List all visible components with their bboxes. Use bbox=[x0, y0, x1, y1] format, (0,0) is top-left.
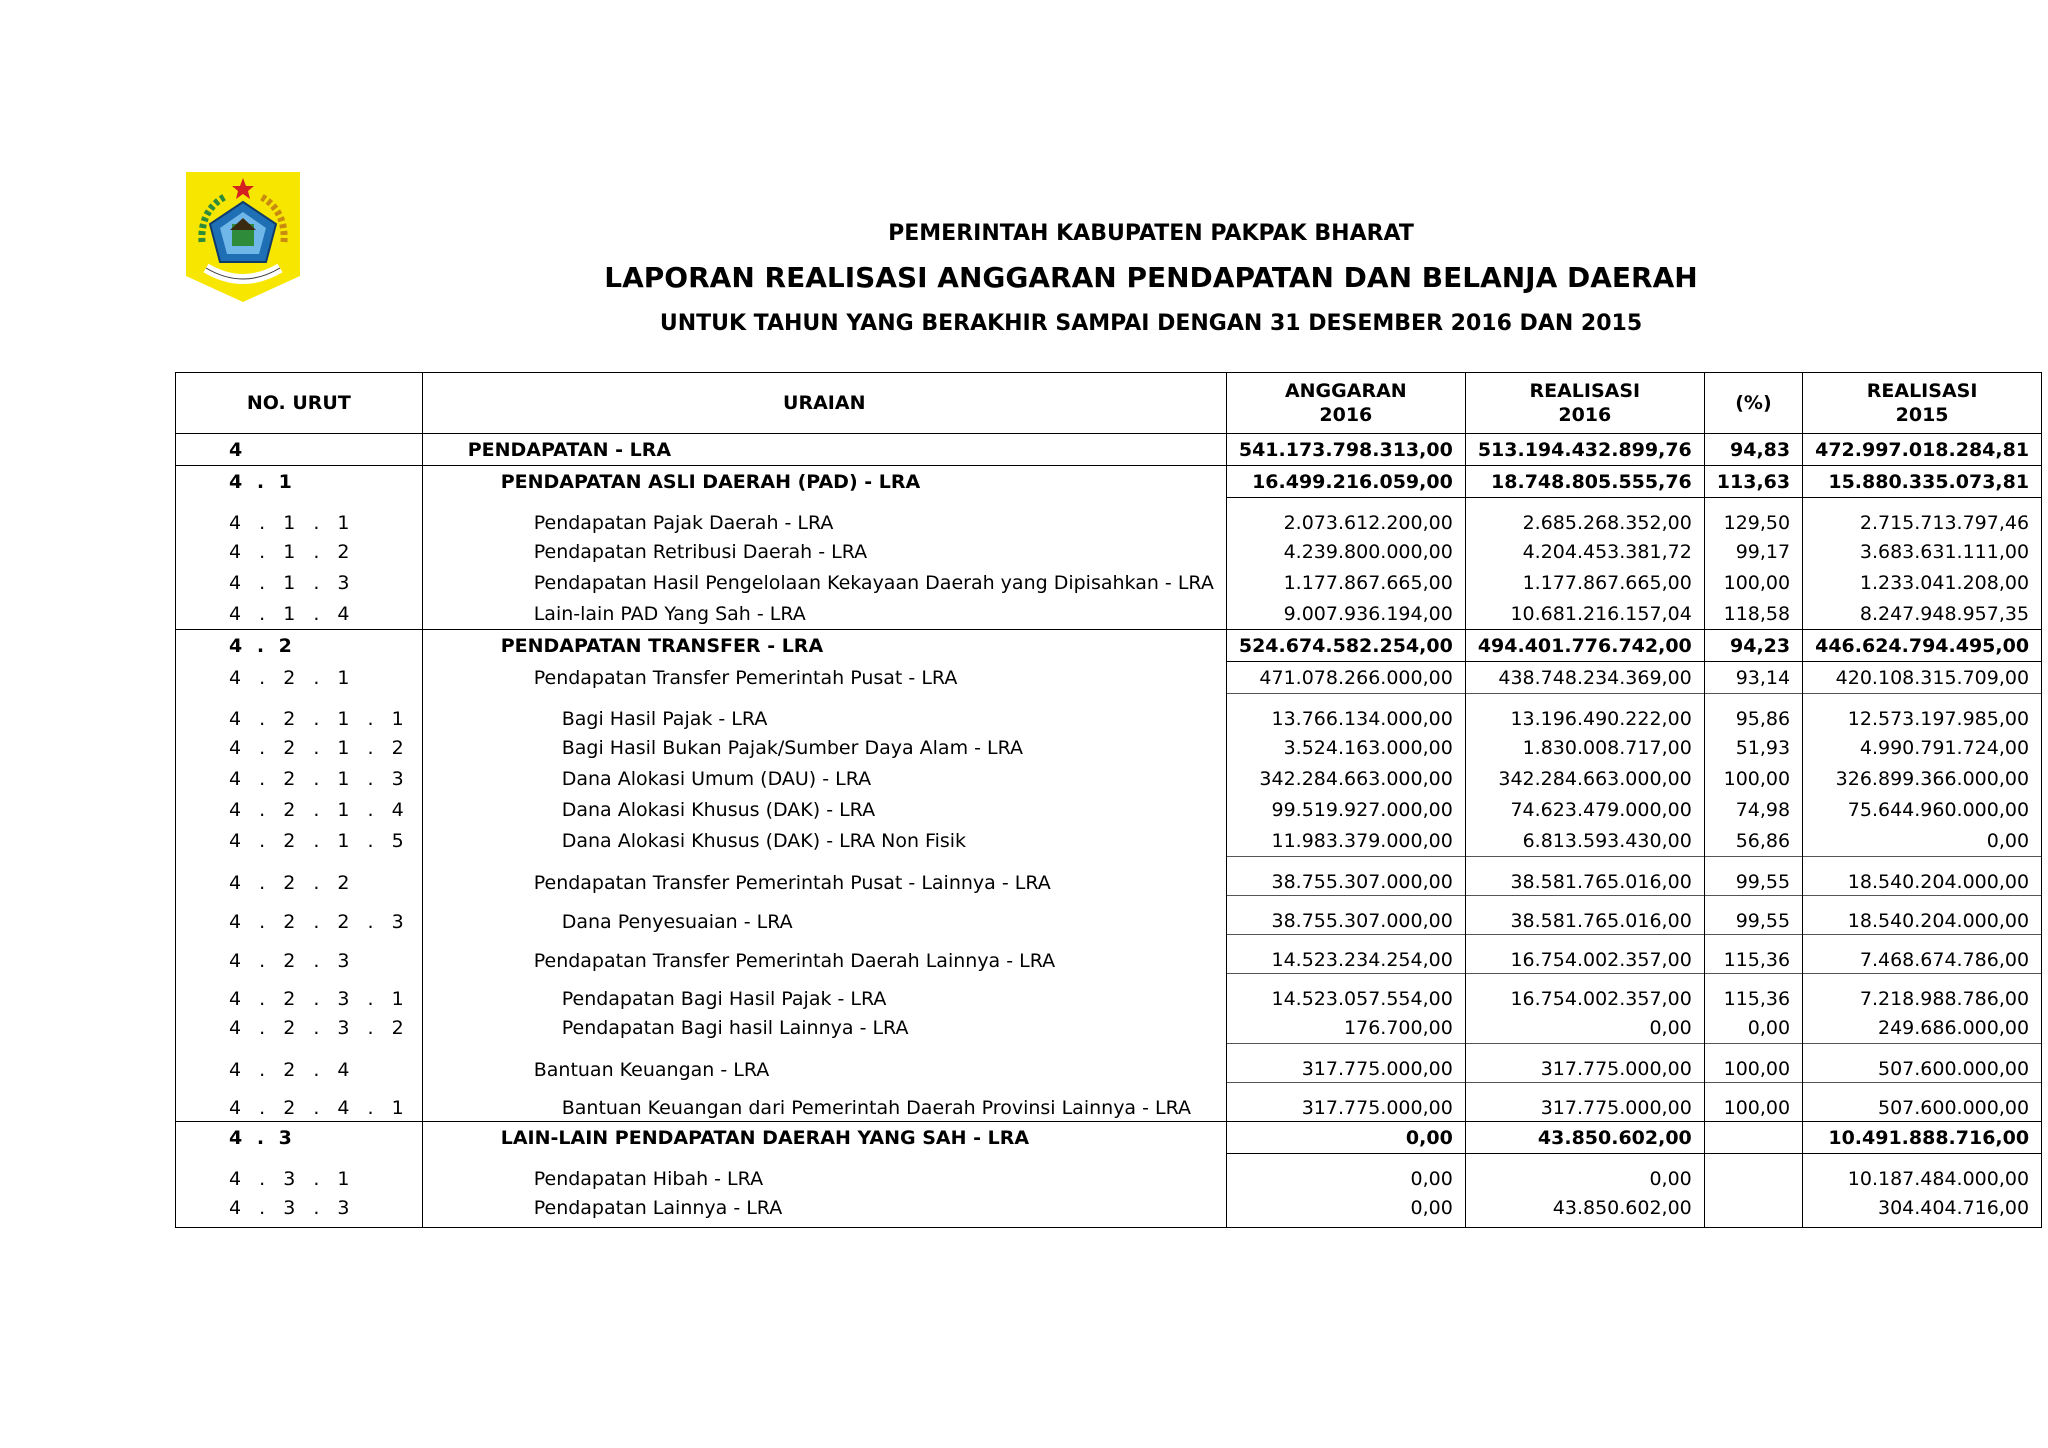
row-realization-2015: 420.108.315.709,00 bbox=[1803, 662, 2042, 694]
row-percent: 118,58 bbox=[1704, 598, 1802, 630]
row-number: 4 . 2 . 1 . 4 bbox=[176, 794, 423, 825]
table-row bbox=[176, 732, 2042, 763]
row-realization-2015: 249.686.000,00 bbox=[1803, 1012, 2042, 1044]
column-header-budget-2016: ANGGARAN 2016 bbox=[1226, 373, 1465, 434]
row-percent: 56,86 bbox=[1704, 825, 1802, 857]
table-row bbox=[176, 498, 2042, 537]
report-subtitle: UNTUK TAHUN YANG BERAKHIR SAMPAI DENGAN 31 DESEMBER 2016 DAN 2015 bbox=[659, 311, 1643, 336]
table-row bbox=[176, 857, 2042, 896]
row-realization-2015: 304.404.716,00 bbox=[1803, 1192, 2042, 1228]
row-number: 4 bbox=[176, 434, 423, 466]
row-number: 4 . 2 . 2 bbox=[176, 857, 423, 896]
report-title: LAPORAN REALISASI ANGGARAN PENDAPATAN DAN BELANJA DAERAH bbox=[604, 261, 1698, 294]
row-budget-2016: 14.523.057.554,00 bbox=[1226, 974, 1465, 1013]
row-realization-2016: 74.623.479.000,00 bbox=[1465, 794, 1704, 825]
row-budget-2016: 11.983.379.000,00 bbox=[1226, 825, 1465, 857]
row-budget-2016: 342.284.663.000,00 bbox=[1226, 763, 1465, 794]
row-budget-2016: 524.674.582.254,00 bbox=[1226, 630, 1465, 662]
budget-realization-table bbox=[175, 372, 2042, 1228]
row-realization-2015: 0,00 bbox=[1803, 825, 2042, 857]
row-realization-2016: 513.194.432.899,76 bbox=[1465, 434, 1704, 466]
row-number: 4 . 2 . 1 . 5 bbox=[176, 825, 423, 857]
row-realization-2016: 317.775.000,00 bbox=[1465, 1044, 1704, 1083]
row-number: 4 . 2 . 3 bbox=[176, 935, 423, 974]
row-description: PENDAPATAN - LRA bbox=[422, 434, 1226, 466]
row-percent: 100,00 bbox=[1704, 1044, 1802, 1083]
row-realization-2016: 0,00 bbox=[1465, 1012, 1704, 1044]
row-percent: 113,63 bbox=[1704, 466, 1802, 498]
row-description: Dana Alokasi Khusus (DAK) - LRA bbox=[422, 794, 1226, 825]
row-description: Dana Penyesuaian - LRA bbox=[422, 896, 1226, 935]
table-row bbox=[176, 825, 2042, 857]
row-realization-2016: 438.748.234.369,00 bbox=[1465, 662, 1704, 694]
row-percent bbox=[1704, 1122, 1802, 1154]
row-realization-2016: 38.581.765.016,00 bbox=[1465, 896, 1704, 935]
row-number: 4 . 3 . 1 bbox=[176, 1154, 423, 1193]
row-realization-2015: 10.491.888.716,00 bbox=[1803, 1122, 2042, 1154]
row-number: 4 . 2 . 4 bbox=[176, 1044, 423, 1083]
row-number: 4 . 1 bbox=[176, 466, 423, 498]
row-number: 4 . 2 . 1 . 2 bbox=[176, 732, 423, 763]
row-realization-2016: 4.204.453.381,72 bbox=[1465, 536, 1704, 567]
row-realization-2015: 446.624.794.495,00 bbox=[1803, 630, 2042, 662]
row-budget-2016: 3.524.163.000,00 bbox=[1226, 732, 1465, 763]
table-row bbox=[176, 466, 2042, 498]
row-budget-2016: 0,00 bbox=[1226, 1154, 1465, 1193]
row-description: Pendapatan Lainnya - LRA bbox=[422, 1192, 1226, 1228]
table-row bbox=[176, 662, 2042, 694]
row-realization-2016: 2.685.268.352,00 bbox=[1465, 498, 1704, 537]
row-description: LAIN-LAIN PENDAPATAN DAERAH YANG SAH - LRA bbox=[422, 1122, 1226, 1154]
row-percent bbox=[1704, 1192, 1802, 1228]
row-realization-2015: 507.600.000,00 bbox=[1803, 1083, 2042, 1122]
table-row bbox=[176, 1122, 2042, 1154]
row-percent: 100,00 bbox=[1704, 763, 1802, 794]
row-percent: 74,98 bbox=[1704, 794, 1802, 825]
column-header-no: NO. URUT bbox=[176, 373, 423, 434]
table-row bbox=[176, 794, 2042, 825]
row-realization-2015: 7.468.674.786,00 bbox=[1803, 935, 2042, 974]
row-realization-2016: 1.177.867.665,00 bbox=[1465, 567, 1704, 598]
row-number: 4 . 2 . 3 . 2 bbox=[176, 1012, 423, 1044]
row-realization-2016: 494.401.776.742,00 bbox=[1465, 630, 1704, 662]
row-number: 4 . 2 . 3 . 1 bbox=[176, 974, 423, 1013]
row-budget-2016: 14.523.234.254,00 bbox=[1226, 935, 1465, 974]
row-realization-2016: 0,00 bbox=[1465, 1154, 1704, 1193]
table-row bbox=[176, 434, 2042, 466]
row-description: Pendapatan Bagi hasil Lainnya - LRA bbox=[422, 1012, 1226, 1044]
row-budget-2016: 471.078.266.000,00 bbox=[1226, 662, 1465, 694]
row-description: Pendapatan Hibah - LRA bbox=[422, 1154, 1226, 1193]
row-number: 4 . 3 bbox=[176, 1122, 423, 1154]
row-number: 4 . 1 . 4 bbox=[176, 598, 423, 630]
table-row bbox=[176, 896, 2042, 935]
row-description: Pendapatan Transfer Pemerintah Daerah Lainnya - LRA bbox=[422, 935, 1226, 974]
row-budget-2016: 176.700,00 bbox=[1226, 1012, 1465, 1044]
row-realization-2015: 507.600.000,00 bbox=[1803, 1044, 2042, 1083]
row-realization-2016: 6.813.593.430,00 bbox=[1465, 825, 1704, 857]
row-percent: 51,93 bbox=[1704, 732, 1802, 763]
row-realization-2016: 10.681.216.157,04 bbox=[1465, 598, 1704, 630]
row-percent: 99,55 bbox=[1704, 896, 1802, 935]
row-realization-2015: 18.540.204.000,00 bbox=[1803, 857, 2042, 896]
table-row bbox=[176, 1012, 2042, 1044]
row-percent: 100,00 bbox=[1704, 1083, 1802, 1122]
row-budget-2016: 0,00 bbox=[1226, 1192, 1465, 1228]
table-row bbox=[176, 1044, 2042, 1083]
row-realization-2015: 18.540.204.000,00 bbox=[1803, 896, 2042, 935]
row-number: 4 . 2 . 4 . 1 bbox=[176, 1083, 423, 1122]
row-number: 4 . 1 . 1 bbox=[176, 498, 423, 537]
row-description: Lain-lain PAD Yang Sah - LRA bbox=[422, 598, 1226, 630]
row-description: PENDAPATAN TRANSFER - LRA bbox=[422, 630, 1226, 662]
column-header-realization-2015: REALISASI 2015 bbox=[1803, 373, 2042, 434]
row-number: 4 . 1 . 2 bbox=[176, 536, 423, 567]
row-realization-2015: 7.218.988.786,00 bbox=[1803, 974, 2042, 1013]
row-realization-2015: 1.233.041.208,00 bbox=[1803, 567, 2042, 598]
column-header-realization-2016: REALISASI 2016 bbox=[1465, 373, 1704, 434]
row-percent: 94,23 bbox=[1704, 630, 1802, 662]
row-budget-2016: 38.755.307.000,00 bbox=[1226, 857, 1465, 896]
row-percent bbox=[1704, 1154, 1802, 1193]
row-description: Pendapatan Pajak Daerah - LRA bbox=[422, 498, 1226, 537]
row-percent: 115,36 bbox=[1704, 935, 1802, 974]
row-realization-2015: 2.715.713.797,46 bbox=[1803, 498, 2042, 537]
row-budget-2016: 541.173.798.313,00 bbox=[1226, 434, 1465, 466]
row-realization-2015: 10.187.484.000,00 bbox=[1803, 1154, 2042, 1193]
row-realization-2015: 472.997.018.284,81 bbox=[1803, 434, 2042, 466]
row-budget-2016: 1.177.867.665,00 bbox=[1226, 567, 1465, 598]
row-budget-2016: 317.775.000,00 bbox=[1226, 1044, 1465, 1083]
table-row bbox=[176, 567, 2042, 598]
row-number: 4 . 2 . 1 bbox=[176, 662, 423, 694]
row-description: Pendapatan Transfer Pemerintah Pusat - LRA bbox=[422, 662, 1226, 694]
row-realization-2016: 43.850.602,00 bbox=[1465, 1192, 1704, 1228]
column-header-description: URAIAN bbox=[422, 373, 1226, 434]
row-description: Bantuan Keuangan - LRA bbox=[422, 1044, 1226, 1083]
row-description: Dana Alokasi Umum (DAU) - LRA bbox=[422, 763, 1226, 794]
row-number: 4 . 2 bbox=[176, 630, 423, 662]
row-description: Bantuan Keuangan dari Pemerintah Daerah Provinsi Lainnya - LRA bbox=[422, 1083, 1226, 1122]
row-budget-2016: 9.007.936.194,00 bbox=[1226, 598, 1465, 630]
row-budget-2016: 4.239.800.000,00 bbox=[1226, 536, 1465, 567]
row-description: PENDAPATAN ASLI DAERAH (PAD) - LRA bbox=[422, 466, 1226, 498]
row-number: 4 . 2 . 2 . 3 bbox=[176, 896, 423, 935]
table-row bbox=[176, 630, 2042, 662]
row-description: Bagi Hasil Bukan Pajak/Sumber Daya Alam - LRA bbox=[422, 732, 1226, 763]
row-realization-2016: 13.196.490.222,00 bbox=[1465, 694, 1704, 733]
row-percent: 129,50 bbox=[1704, 498, 1802, 537]
row-realization-2015: 326.899.366.000,00 bbox=[1803, 763, 2042, 794]
table-row bbox=[176, 1192, 2042, 1228]
row-budget-2016: 13.766.134.000,00 bbox=[1226, 694, 1465, 733]
row-realization-2015: 75.644.960.000,00 bbox=[1803, 794, 2042, 825]
row-budget-2016: 99.519.927.000,00 bbox=[1226, 794, 1465, 825]
table-row bbox=[176, 935, 2042, 974]
row-number: 4 . 2 . 1 . 1 bbox=[176, 694, 423, 733]
row-budget-2016: 317.775.000,00 bbox=[1226, 1083, 1465, 1122]
row-realization-2016: 18.748.805.555,76 bbox=[1465, 466, 1704, 498]
row-percent: 0,00 bbox=[1704, 1012, 1802, 1044]
table-row bbox=[176, 763, 2042, 794]
row-percent: 115,36 bbox=[1704, 974, 1802, 1013]
row-budget-2016: 0,00 bbox=[1226, 1122, 1465, 1154]
organization-name: PEMERINTAH KABUPATEN PAKPAK BHARAT bbox=[888, 221, 1414, 246]
row-realization-2015: 4.990.791.724,00 bbox=[1803, 732, 2042, 763]
row-realization-2016: 38.581.765.016,00 bbox=[1465, 857, 1704, 896]
row-realization-2016: 342.284.663.000,00 bbox=[1465, 763, 1704, 794]
row-description: Dana Alokasi Khusus (DAK) - LRA Non Fisik bbox=[422, 825, 1226, 857]
row-description: Pendapatan Bagi Hasil Pajak - LRA bbox=[422, 974, 1226, 1013]
row-percent: 94,83 bbox=[1704, 434, 1802, 466]
row-realization-2015: 12.573.197.985,00 bbox=[1803, 694, 2042, 733]
row-realization-2015: 8.247.948.957,35 bbox=[1803, 598, 2042, 630]
row-description: Pendapatan Retribusi Daerah - LRA bbox=[422, 536, 1226, 567]
row-percent: 99,17 bbox=[1704, 536, 1802, 567]
table-row bbox=[176, 598, 2042, 630]
row-budget-2016: 16.499.216.059,00 bbox=[1226, 466, 1465, 498]
row-realization-2015: 15.880.335.073,81 bbox=[1803, 466, 2042, 498]
table-row bbox=[176, 1154, 2042, 1193]
table-row bbox=[176, 536, 2042, 567]
row-budget-2016: 2.073.612.200,00 bbox=[1226, 498, 1465, 537]
table-row bbox=[176, 694, 2042, 733]
row-realization-2016: 16.754.002.357,00 bbox=[1465, 974, 1704, 1013]
table-header-row bbox=[176, 373, 2042, 434]
row-percent: 99,55 bbox=[1704, 857, 1802, 896]
row-number: 4 . 2 . 1 . 3 bbox=[176, 763, 423, 794]
row-number: 4 . 3 . 3 bbox=[176, 1192, 423, 1228]
row-realization-2016: 317.775.000,00 bbox=[1465, 1083, 1704, 1122]
row-description: Bagi Hasil Pajak - LRA bbox=[422, 694, 1226, 733]
row-percent: 100,00 bbox=[1704, 567, 1802, 598]
row-realization-2016: 1.830.008.717,00 bbox=[1465, 732, 1704, 763]
row-realization-2015: 3.683.631.111,00 bbox=[1803, 536, 2042, 567]
row-realization-2016: 43.850.602,00 bbox=[1465, 1122, 1704, 1154]
table-row bbox=[176, 1083, 2042, 1122]
row-percent: 93,14 bbox=[1704, 662, 1802, 694]
row-description: Pendapatan Hasil Pengelolaan Kekayaan Daerah yang Dipisahkan - LRA bbox=[422, 567, 1226, 598]
row-percent: 95,86 bbox=[1704, 694, 1802, 733]
row-realization-2016: 16.754.002.357,00 bbox=[1465, 935, 1704, 974]
row-description: Pendapatan Transfer Pemerintah Pusat - Lainnya - LRA bbox=[422, 857, 1226, 896]
row-number: 4 . 1 . 3 bbox=[176, 567, 423, 598]
column-header-percent: (%) bbox=[1704, 373, 1802, 434]
table-row bbox=[176, 974, 2042, 1013]
row-budget-2016: 38.755.307.000,00 bbox=[1226, 896, 1465, 935]
